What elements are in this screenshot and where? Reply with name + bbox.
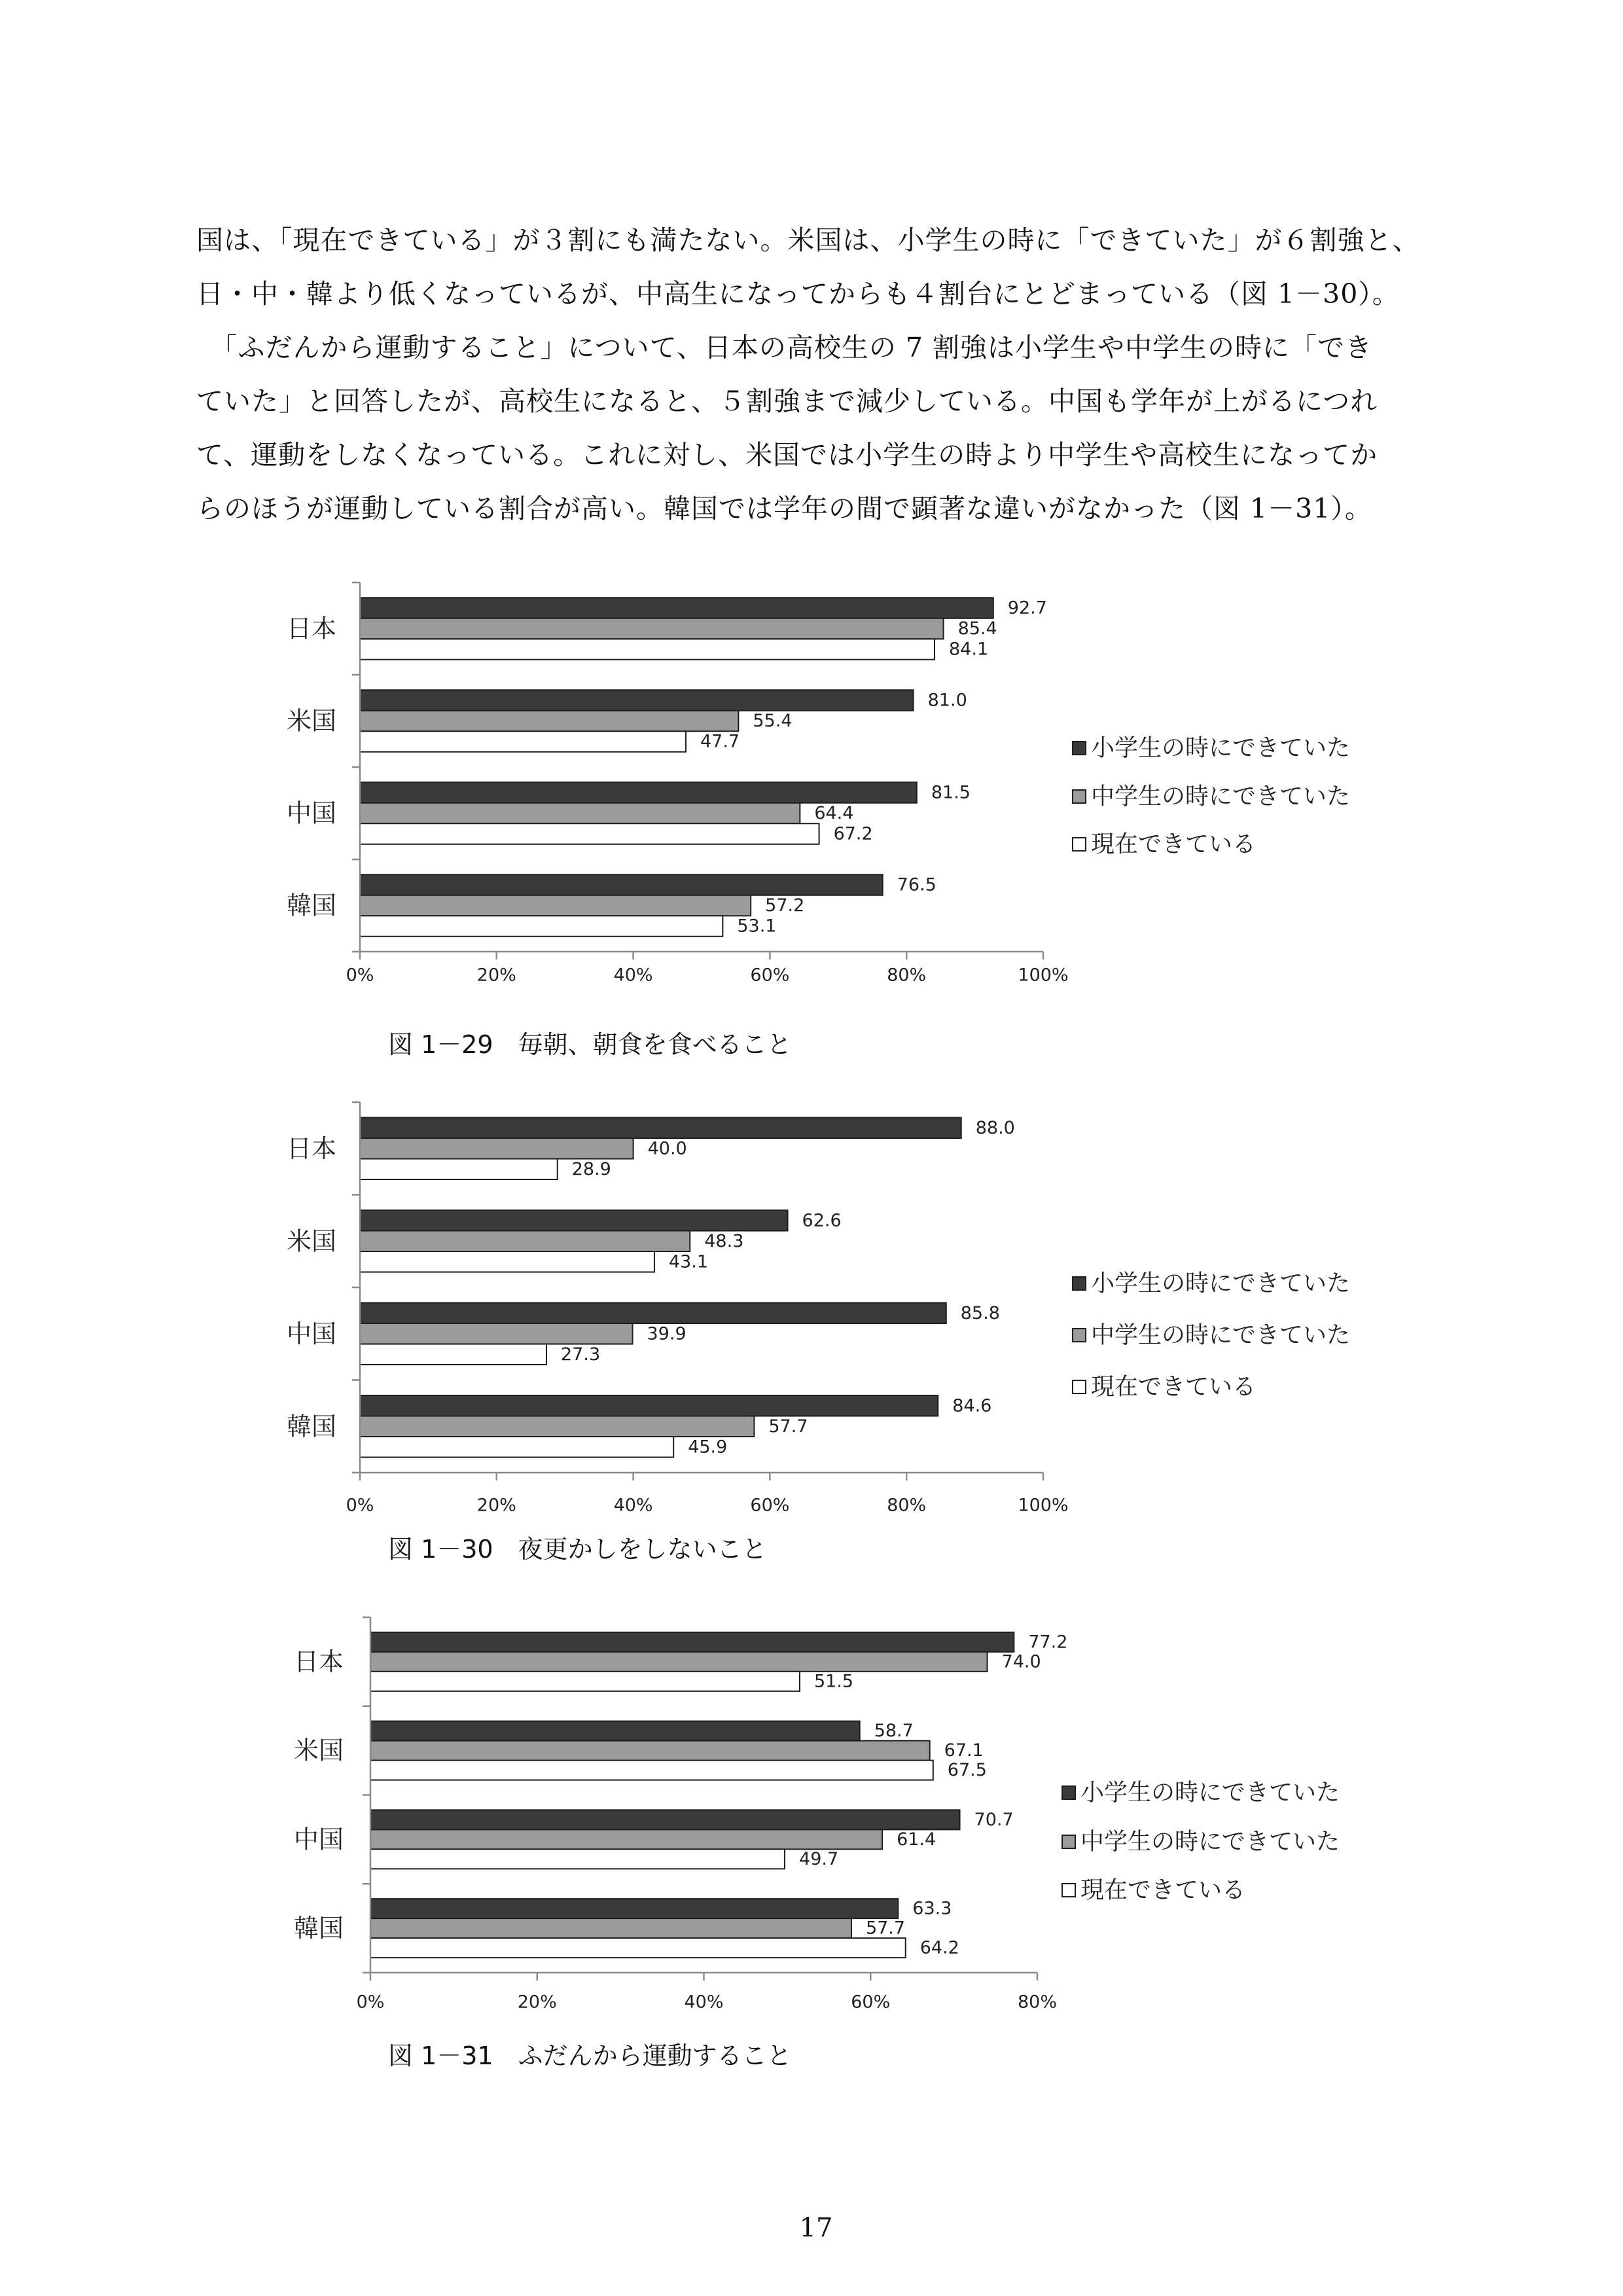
bar-middle-korea	[360, 1416, 754, 1437]
bar-current-usa	[370, 1761, 933, 1780]
bar-elementary-usa	[360, 1210, 788, 1231]
bar-current-japan	[360, 1159, 558, 1180]
value-label-middle-korea: 57.7	[865, 1918, 906, 1939]
bar-current-china	[370, 1849, 785, 1869]
legend-label-elementary: 小学生の時にできていた	[1091, 734, 1351, 762]
x-tick-label: 60%	[750, 965, 790, 986]
bar-middle-japan	[370, 1652, 988, 1672]
value-label-middle-china: 39.9	[647, 1323, 687, 1344]
paragraph-line: 国は、「現在できている」が３割にも満たない。米国は、小学生の時に「できていた」が６割強と、	[196, 224, 1420, 256]
value-label-middle-china: 61.4	[897, 1829, 936, 1850]
bar-elementary-japan	[360, 1118, 961, 1139]
category-label-usa: 米国	[286, 706, 336, 736]
paragraph-line: 「ふだんから運動すること」について、日本の高校生の 7 割強は小学生や中学生の時に「でき	[196, 332, 1373, 363]
bar-elementary-usa	[360, 690, 914, 711]
legend-swatch-middle	[1073, 1329, 1086, 1342]
x-tick-label: 0%	[356, 1992, 385, 2013]
x-tick-label: 100%	[1018, 1495, 1069, 1516]
legend-label-current: 現在できている	[1091, 1373, 1257, 1401]
paragraph-line: て、運動をしなくなっている。これに対し、米国では小学生の時より中学生や高校生になってか	[196, 439, 1378, 471]
x-tick-label: 40%	[613, 965, 653, 986]
value-label-middle-korea: 57.2	[765, 895, 805, 916]
value-label-current-japan: 28.9	[571, 1158, 611, 1179]
chart-no-late-night	[262, 1083, 1440, 1528]
value-label-current-china: 49.7	[799, 1848, 839, 1869]
bar-current-korea	[360, 1437, 673, 1458]
bar-current-usa	[360, 731, 686, 752]
x-tick-label: 0%	[346, 1495, 374, 1516]
bar-elementary-china	[360, 1303, 946, 1324]
x-tick-label: 40%	[684, 1992, 724, 2013]
chart-exercise	[262, 1598, 1440, 2023]
legend-swatch-elementary	[1073, 1277, 1086, 1290]
legend-label-current: 現在できている	[1080, 1876, 1246, 1904]
value-label-elementary-korea: 84.6	[952, 1395, 992, 1416]
category-label-china: 中国	[286, 798, 336, 828]
category-label-china: 中国	[293, 1825, 344, 1854]
paragraph-line: らのほうが運動している割合が高い。韓国では学年の間で顕著な違いがなかった（図 1－31）。	[196, 493, 1372, 524]
bar-current-china	[360, 1344, 546, 1365]
bar-middle-korea	[370, 1918, 851, 1938]
legend-label-middle: 中学生の時にできていた	[1080, 1828, 1340, 1856]
paragraph-line: ていた」と回答したが、高校生になると、５割強まで減少している。中国も学年が上がるにつれ	[196, 386, 1378, 417]
category-label-usa: 米国	[293, 1736, 344, 1765]
value-label-elementary-usa: 58.7	[874, 1721, 914, 1742]
bar-current-japan	[370, 1672, 800, 1691]
bar-middle-japan	[360, 619, 944, 639]
value-label-elementary-china: 85.8	[960, 1302, 1000, 1323]
bar-elementary-usa	[370, 1721, 860, 1741]
value-label-middle-usa: 48.3	[704, 1230, 744, 1251]
legend-swatch-current	[1073, 838, 1086, 851]
x-tick-label: 60%	[750, 1495, 790, 1516]
figure-caption: 図 1－30 夜更かしをしないこと	[388, 1535, 767, 1564]
legend-swatch-current	[1073, 1380, 1086, 1393]
legend-label-elementary: 小学生の時にできていた	[1091, 1270, 1351, 1297]
value-label-middle-japan: 85.4	[957, 619, 997, 639]
category-label-usa: 米国	[286, 1227, 336, 1256]
category-label-china: 中国	[286, 1319, 336, 1348]
value-label-current-usa: 67.5	[947, 1760, 987, 1781]
value-label-elementary-usa: 62.6	[802, 1210, 842, 1231]
value-label-middle-usa: 67.1	[944, 1740, 984, 1761]
bar-elementary-china	[370, 1810, 960, 1829]
value-label-elementary-korea: 76.5	[897, 874, 936, 895]
bar-middle-usa	[370, 1741, 930, 1761]
value-label-current-korea: 53.1	[737, 916, 777, 937]
value-label-current-korea: 45.9	[688, 1437, 728, 1458]
value-label-middle-japan: 74.0	[1001, 1651, 1041, 1672]
x-tick-label: 20%	[476, 965, 516, 986]
bar-middle-china	[360, 803, 800, 824]
category-label-korea: 韓国	[286, 1412, 336, 1441]
value-label-current-korea: 64.2	[919, 1937, 959, 1958]
bar-elementary-korea	[360, 1395, 938, 1416]
bar-middle-korea	[360, 895, 751, 916]
category-label-japan: 日本	[286, 1134, 336, 1163]
figure-caption: 図 1－31 ふだんから運動すること	[388, 2041, 792, 2070]
value-label-elementary-japan: 88.0	[975, 1117, 1015, 1138]
value-label-middle-japan: 40.0	[647, 1138, 687, 1159]
x-tick-label: 100%	[1018, 965, 1069, 986]
value-label-current-japan: 51.5	[813, 1671, 854, 1692]
x-tick-label: 80%	[1017, 1992, 1058, 2013]
x-tick-label: 60%	[851, 1992, 891, 2013]
legend-swatch-middle	[1073, 790, 1086, 803]
category-label-korea: 韓国	[286, 891, 336, 920]
x-tick-label: 80%	[887, 1495, 927, 1516]
bar-elementary-japan	[360, 598, 993, 619]
value-label-elementary-korea: 63.3	[912, 1898, 952, 1919]
legend-label-current: 現在できている	[1091, 831, 1257, 858]
body-paragraph	[196, 213, 1440, 535]
value-label-current-china: 27.3	[561, 1344, 601, 1365]
value-label-current-japan: 84.1	[949, 639, 989, 660]
value-label-current-china: 67.2	[833, 823, 873, 844]
bar-middle-china	[360, 1323, 633, 1344]
bar-current-japan	[360, 639, 935, 660]
bar-middle-usa	[360, 1231, 690, 1252]
category-label-japan: 日本	[286, 614, 336, 643]
bar-elementary-korea	[370, 1899, 898, 1918]
bar-elementary-japan	[370, 1632, 1014, 1652]
bar-middle-japan	[360, 1138, 633, 1159]
value-label-middle-china: 64.4	[814, 803, 854, 823]
x-tick-label: 40%	[613, 1495, 653, 1516]
legend-label-middle: 中学生の時にできていた	[1091, 783, 1351, 810]
value-label-elementary-japan: 92.7	[1007, 598, 1047, 619]
legend-swatch-current	[1062, 1884, 1075, 1897]
legend-label-middle: 中学生の時にできていた	[1091, 1321, 1351, 1349]
category-label-korea: 韓国	[293, 1914, 344, 1943]
value-label-elementary-usa: 81.0	[927, 690, 967, 711]
legend-swatch-elementary	[1062, 1786, 1075, 1799]
legend-label-elementary: 小学生の時にできていた	[1080, 1779, 1340, 1806]
bar-current-usa	[360, 1251, 654, 1272]
bar-current-korea	[360, 916, 722, 937]
category-label-japan: 日本	[293, 1647, 344, 1676]
bar-elementary-china	[360, 782, 917, 803]
figure-caption: 図 1－29 毎朝、朝食を食べること	[388, 1030, 792, 1059]
page-number: 17	[799, 2213, 833, 2243]
value-label-elementary-china: 70.7	[974, 1809, 1014, 1830]
bar-current-china	[360, 823, 819, 844]
value-label-elementary-japan: 77.2	[1028, 1632, 1068, 1653]
x-tick-label: 20%	[517, 1992, 557, 2013]
x-tick-label: 0%	[346, 965, 374, 986]
legend-swatch-middle	[1062, 1835, 1075, 1848]
x-tick-label: 80%	[887, 965, 927, 986]
bar-elementary-korea	[360, 874, 883, 895]
bar-current-korea	[370, 1938, 906, 1958]
value-label-current-usa: 43.1	[668, 1251, 709, 1272]
x-tick-label: 20%	[476, 1495, 516, 1516]
value-label-middle-usa: 55.4	[753, 711, 793, 731]
bar-middle-china	[370, 1829, 882, 1849]
value-label-elementary-china: 81.5	[931, 782, 971, 803]
paragraph-line: 日・中・韓より低くなっているが、中高生になってからも４割台にとどまっている（図 1－30）。	[196, 278, 1400, 310]
value-label-current-usa: 47.7	[700, 731, 740, 752]
chart-breakfast	[262, 563, 1440, 1008]
bar-middle-usa	[360, 711, 738, 732]
value-label-middle-korea: 57.7	[768, 1416, 808, 1437]
legend-swatch-elementary	[1073, 742, 1086, 755]
